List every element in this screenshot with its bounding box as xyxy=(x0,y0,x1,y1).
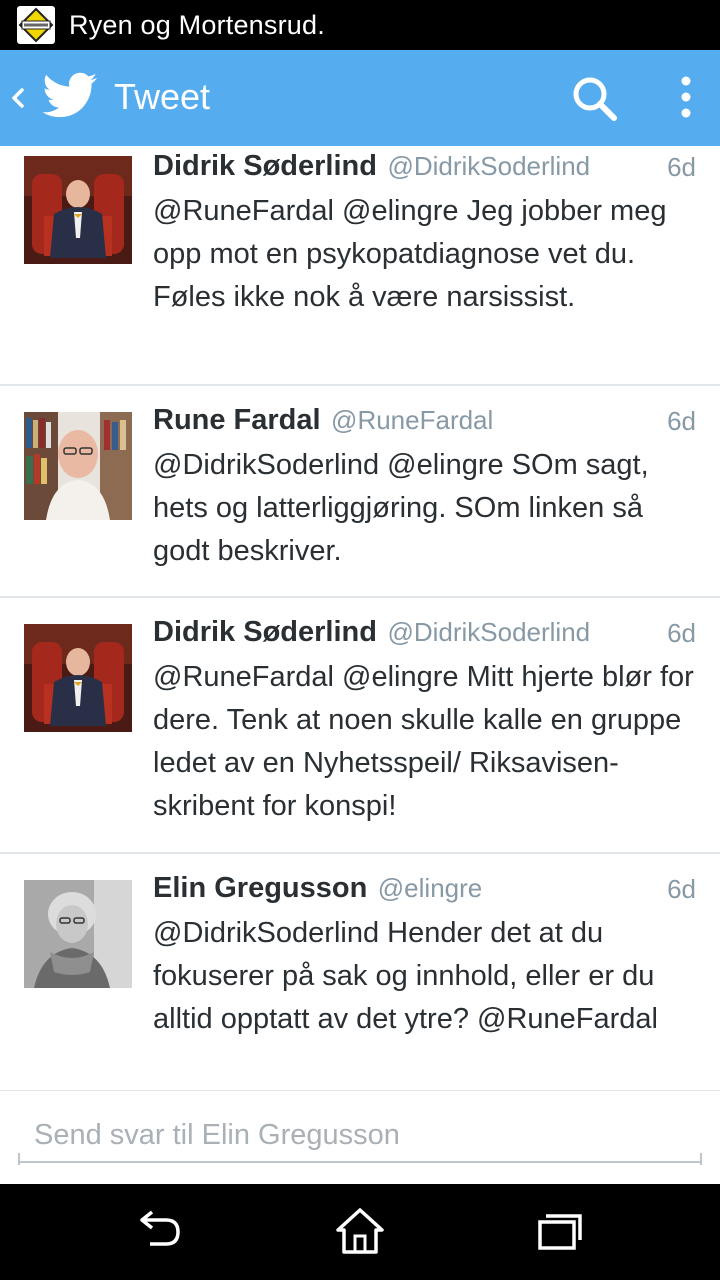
tweet-text: @DidrikSoderlind Hender det at du fokuserer på sak og innhold, eller er du alltid opptatt av det ytre? @RuneFardal xyxy=(153,917,658,1035)
screen-title: Tweet xyxy=(114,76,211,117)
tweet-timestamp: 6d xyxy=(667,618,696,648)
system-nav-bar xyxy=(0,1184,720,1280)
avatar[interactable] xyxy=(24,880,132,988)
tweet-author-handle[interactable]: @DidrikSoderlind xyxy=(387,151,591,181)
tweet-author-name[interactable]: Didrik Søderlind xyxy=(153,150,377,182)
avatar[interactable] xyxy=(24,624,132,732)
road-sign-icon xyxy=(17,6,55,44)
tweet-timestamp: 6d xyxy=(667,874,696,904)
tweet-text: @DidrikSoderlind @elingre SOm sagt, hets og latterliggjøring. SOm linken så godt beskriver. xyxy=(153,449,649,567)
twitter-bird-icon[interactable] xyxy=(42,72,98,122)
tweet-text: @RuneFardal @elingre Mitt hjerte blør for dere. Tenk at noen skulle kalle en gruppe ledet av en Nyhetsspeil/ Riksavisen-skribent for konspi! xyxy=(153,661,694,822)
overflow-menu-icon[interactable] xyxy=(664,74,708,124)
tweet-item[interactable] xyxy=(0,854,720,1090)
avatar[interactable] xyxy=(24,156,132,264)
recent-apps-icon[interactable] xyxy=(532,1206,588,1256)
tweet-list[interactable] xyxy=(0,146,720,1090)
tweet-text: @RuneFardal @elingre Jeg jobber meg opp mot en psykopatdiagnose vet du. Føles ikke nok å være narsissist. xyxy=(153,195,667,313)
back-chevron-icon[interactable] xyxy=(10,84,26,112)
action-bar xyxy=(0,50,720,146)
avatar[interactable] xyxy=(24,412,132,520)
tweet-author-name[interactable]: Didrik Søderlind xyxy=(153,616,377,648)
tweet-author-handle[interactable]: @elingre xyxy=(377,873,483,903)
tweet-author-handle[interactable]: @RuneFardal xyxy=(331,405,494,435)
tweet-item[interactable] xyxy=(0,598,720,854)
home-icon[interactable] xyxy=(332,1206,388,1256)
tweet-author-name[interactable]: Elin Gregusson xyxy=(153,872,368,904)
tweet-item[interactable] xyxy=(0,146,720,386)
tweet-author-name[interactable]: Rune Fardal xyxy=(153,404,321,436)
tweet-author-handle[interactable]: @DidrikSoderlind xyxy=(387,617,591,647)
input-underline-tick xyxy=(18,1153,20,1165)
back-icon[interactable] xyxy=(132,1206,188,1256)
input-underline-tick xyxy=(700,1153,702,1165)
tweet-timestamp: 6d xyxy=(667,406,696,436)
status-bar xyxy=(0,0,720,50)
reply-bar xyxy=(0,1090,720,1184)
search-icon[interactable] xyxy=(570,74,620,124)
tweet-timestamp: 6d xyxy=(667,152,696,182)
reply-input[interactable] xyxy=(18,1109,702,1163)
tweet-item[interactable] xyxy=(0,386,720,598)
status-title: Ryen og Mortensrud. xyxy=(69,9,325,40)
